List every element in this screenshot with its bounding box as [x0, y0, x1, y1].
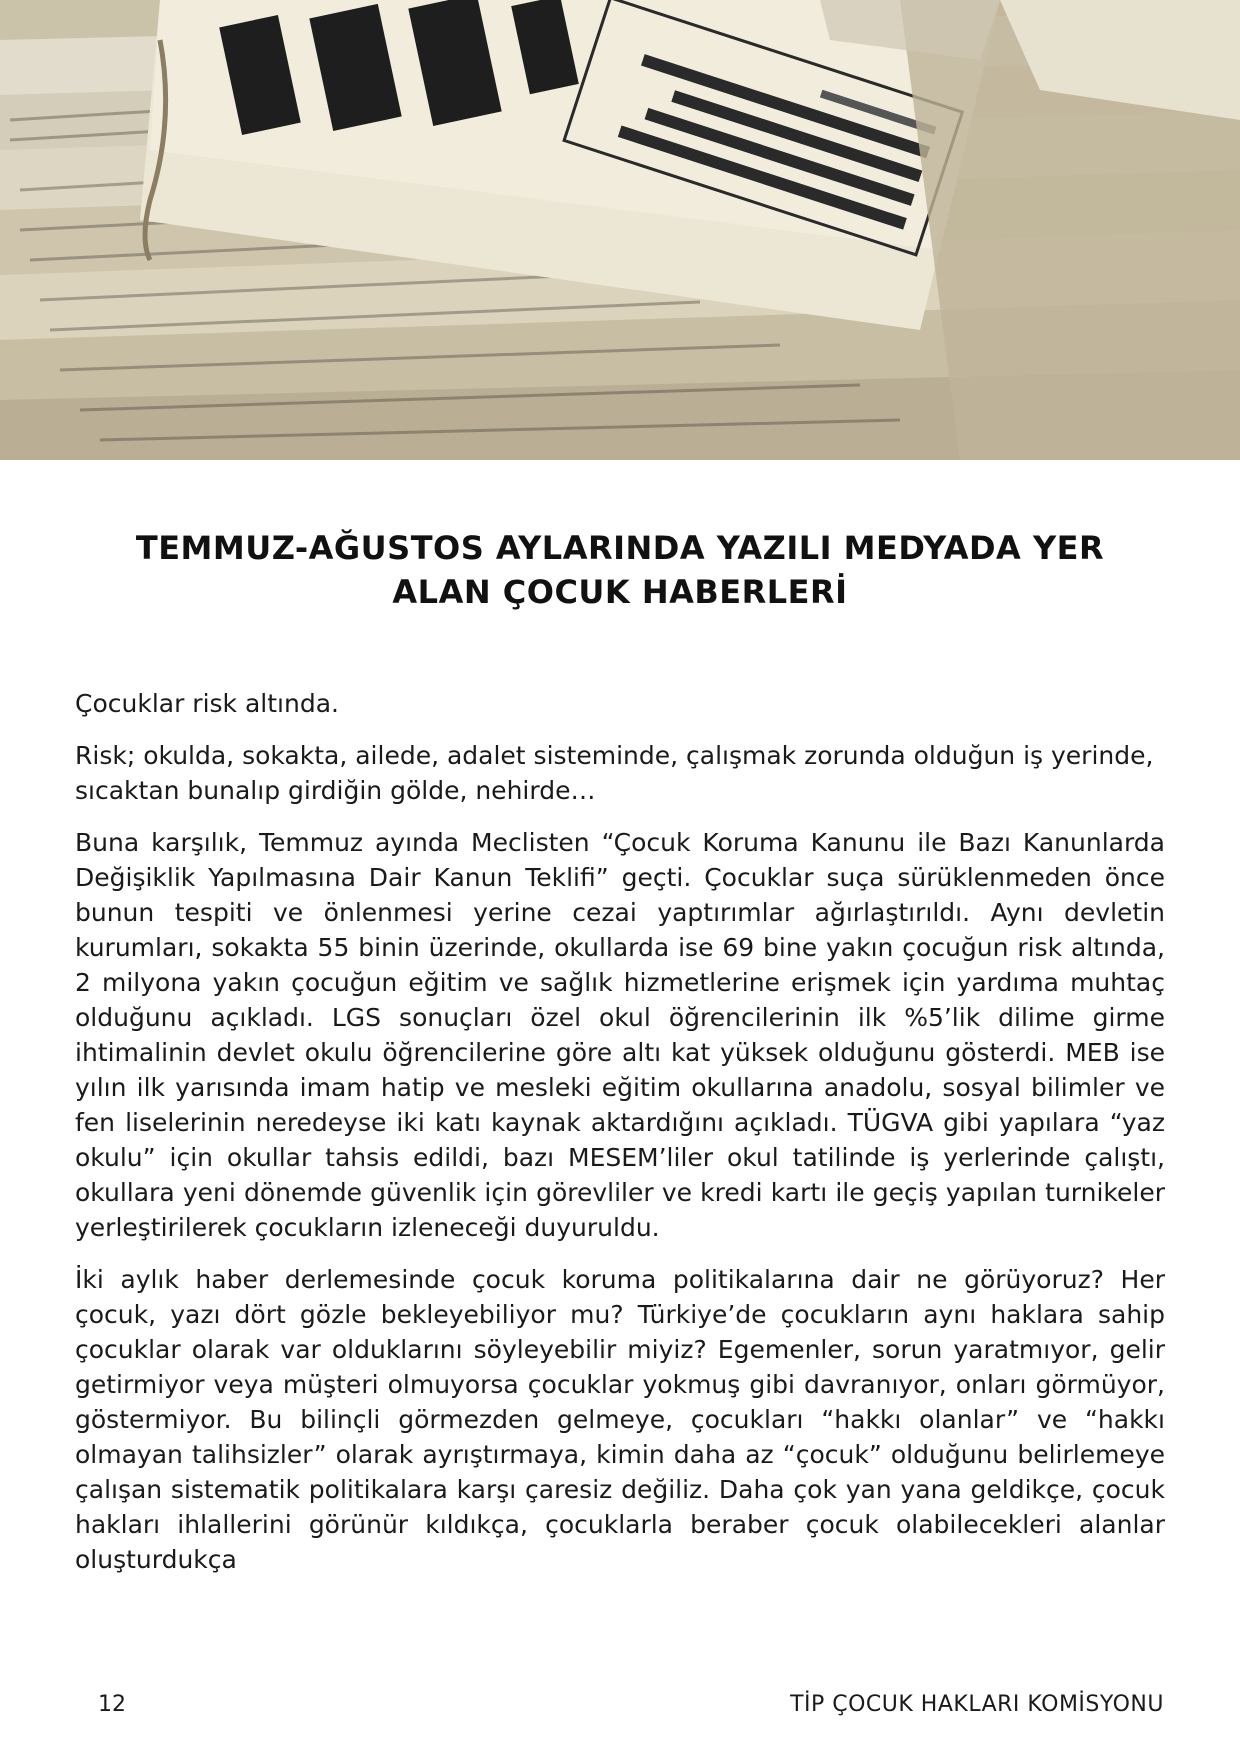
- footer-organization: TİP ÇOCUK HAKLARI KOMİSYONU: [790, 1692, 1164, 1717]
- header-newspaper-image: [0, 0, 1240, 460]
- paragraph-3: Buna karşılık, Temmuz ayında Meclisten “Çocuk Koruma Kanunu ile Bazı Kanunlarda Değişiklik Yapılmasına Dair Kanun Teklifi” geçti. Çocuklar suça sürüklenmeden önce bunun tespiti ve önlenmesi yerine cezai yaptırımlar ağırlaştırıldı. Aynı devletin kurumları, sokakta 55 binin üzerinde, okullarda ise 69 bine yakın çocuğun risk altında, 2 milyona yakın çocuğun eğitim ve sağlık hizmetlerine erişmek için yardıma muhtaç olduğunu açıkladı. LGS sonuçları özel okul öğrencilerinin ilk %5’lik dilime girme ihtimalinin devlet okulu öğrencilerine göre altı kat yüksek olduğunu gösterdi. MEB ise yılın ilk yarısında imam hatip ve mesleki eğitim okullarına anadolu, sosyal bilimler ve fen liselerinin neredeyse iki katı kaynak aktardığını açıkladı. TÜGVA gibi yapılara “yaz okulu” için okullar tahsis edildi, bazı MESEM’liler okul tatilinde iş yerlerinde çalıştı, okullara yeni dönemde güvenlik için görevliler ve kredi kartı ile geçiş yapılan turnikeler yerleştirilerek çocukların izleneceği duyuruldu.: [75, 828, 1165, 1242]
- page-title: [60, 526, 1180, 614]
- page-number: 12: [98, 1692, 126, 1717]
- article-body: [75, 686, 1165, 1594]
- page-title-line1: TEMMUZ-AĞUSTOS AYLARINDA YAZILI MEDYADA YER: [135, 529, 1105, 567]
- page-title-line2: ALAN ÇOCUK HABERLERİ: [392, 573, 848, 611]
- paragraph-1: Çocuklar risk altında.: [75, 689, 339, 718]
- paragraph-4: İki aylık haber derlemesinde çocuk koruma politikalarına dair ne görüyoruz? Her çocuk, yazı dört gözle bekleyebiliyor mu? Türkiye’de çocukların aynı haklara sahip çocuklar olarak var olduklarını söyleyebilir miyiz? Egemenler, sorun yaratmıyor, gelir getirmiyor veya müşteri olmuyorsa çocuklar yokmuş gibi davranıyor, onları görmüyor, göstermiyor. Bu bilinçli görmezden gelmeye, çocukları “hakkı olanlar” ve “hakkı olmayan talihsizler” olarak ayrıştırmaya, kimin daha az “çocuk” olduğunu belirlemeye çalışan sistematik politikalara karşı çaresiz değiliz. Daha çok yan yana geldikçe, çocuk hakları ihlallerini görünür kıldıkça, çocuklarla beraber çocuk olabilecekleri alanlar oluşturdukça: [75, 1265, 1165, 1574]
- newspaper-stack-illustration: [0, 0, 1240, 460]
- paragraph-2: Risk; okulda, sokakta, ailede, adalet sisteminde, çalışmak zorunda olduğun iş yerinde, sıcaktan bunalıp girdiğin gölde, nehirde…: [75, 741, 1154, 805]
